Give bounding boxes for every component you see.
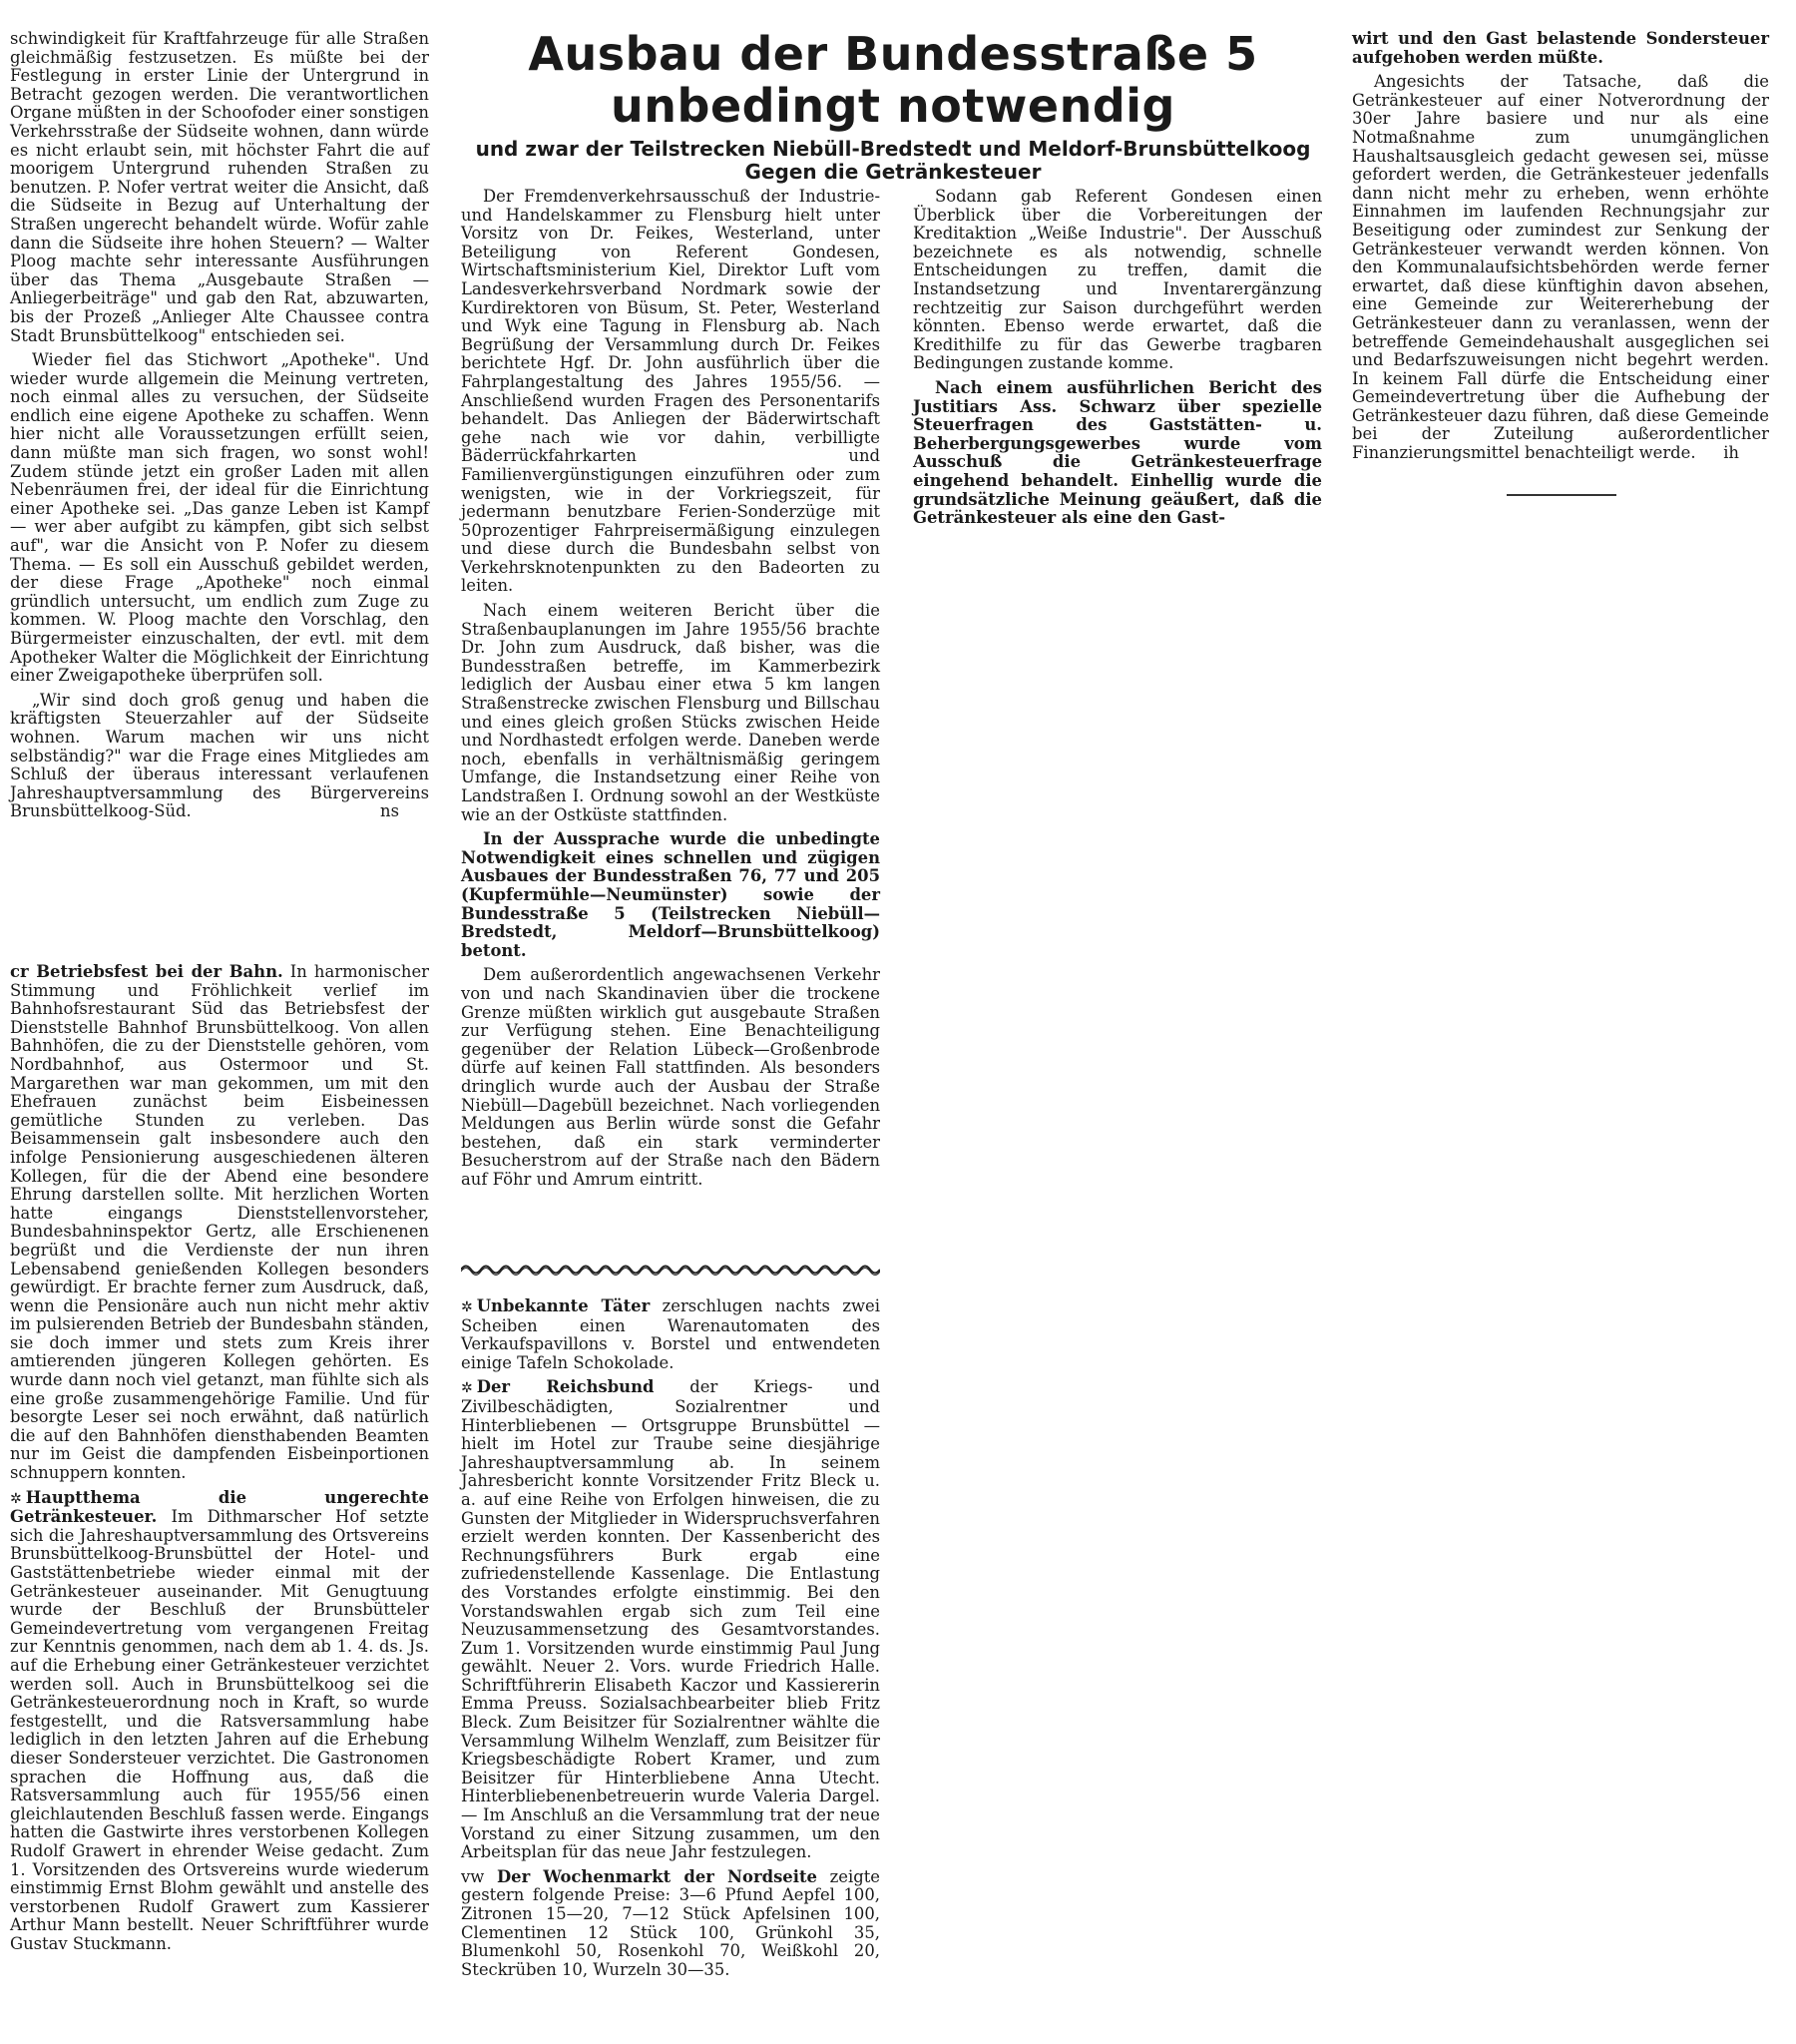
bahn-article-lead: cr Betriebsfest bei der Bahn. (10, 962, 283, 981)
reichsbund-article-text: der Kriegs- und Zivilbeschädigten, Sozialrentner und Hinterbliebenen — Ortsgruppe Brunsbüttel — hielt im Hotel zur Traube seine diesjährige Jahreshauptversammlung ab. In seinem Jahresbericht konnte Vorsitzender Fritz Bleck u. a. auf eine Reihe von Erfolgen hinweisen, die zu Gunsten der Mitglieder in Widerspruchsverfahren erzielt werden konnten. Der Kassenbericht des Rechnungsführers Burk ergab eine zufriedenstellende Kassenlage. Die Entlastung des Vorstandes erfolgte einstimmig. Bei den Vorstandswahlen ergab sich zum Teil eine Neuzusammensetzung des Gesamtvorstandes. Zum 1. Vorsitzenden wurde einstimmig Paul Jung gewählt. Neuer 2. Vors. wurde Friedrich Halle. Schriftführerin Elisabeth Kaczor und Kassiererin Emma Preuss. Sozialsachbearbeiter blieb Fritz Bleck. Zum Beisitzer für Sozialrentner wählte die Versammlung Wilhelm Wenzlaff, zum Beisitzer für Kriegsbeschädigte Robert Kramer, und zum Beisitzer für Hinterbliebene Anna Utecht. Hinterbliebenenbetreuerin wurde Valeria Dargel. — Im Anschluß an die Versammlung trat der neue Vorstand zu einer Sitzung zusammen, um den Arbeitsplan für das neue Jahr festzulegen. (461, 1377, 881, 1862)
star-icon: ✲ (10, 1490, 22, 1507)
taeter-article-lead: Unbekannte Täter (476, 1296, 651, 1315)
getraenkesteuer-article-text: Im Dithmarscher Hof setzte sich die Jahreshauptversammlung des Ortsvereins Brunsbüttelkoog-Brunsbüttel der Hotel- und Gaststättenbetriebe wieder einmal mit der Getränkesteuer auseinander. Mit Genugtuung wurde der Beschluß der Brunsbütteler Gemeindevertretung vom vergangenen Freitag zur Kenntnis genommen, nach dem ab 1. 4. ds. Js. auf die Erhebung einer Getränkesteuer verzichtet werden soll. Auch in Brunsbüttelkoog sei die Getränkesteuerordnung noch in Kraft, so wurde festgestellt, und die Ratsversammlung habe lediglich in den letzten Jahren auf die Erhebung dieser Sondersteuer verzichtet. Die Gastronomen sprachen die Hoffnung aus, daß die Ratsversammlung auch für 1955/56 einen gleichlautenden Beschluß fassen werde. Eingangs hatten die Gastwirte ihres verstorbenen Kollegen Rudolf Grawert in ehrender Weise gedacht. Zum 1. Vorsitzenden des Ortsvereins wurde wiederum einstimmig Ernst Blohm gewählt und anstelle des verstorbenen Rudolf Grawert zum Kassierer Arthur Mann bestellt. Neuer Schriftführer wurde Gustav Stuckmann. (10, 1507, 429, 1953)
column-1-top (10, 30, 429, 827)
col2-paragraph-1: Der Fremdenverkehrsausschuß der Industrie- und Handelskammer zu Flensburg hielt unter Vorsitz von Dr. Feikes, Westerland, unter Beteiligung von Referent Gondesen, Wirtschaftsministerium Kiel, Direktor Luft vom Landesverkehrsverband Nordmark sowie der Kurdirektoren von Büsum, St. Peter, Westerland und Wyk eine Tagung in Flensburg ab. Nach Begrüßung der Versammlung durch Dr. Feikes berichtete Hgf. Dr. John ausführlich über die Fahrplangestaltung des Jahres 1955/56. — Anschließend wurden Fragen des Personentarifs behandelt. Das Anliegen der Bäderwirtschaft gehe nach wie vor dahin, verbilligte Bäderrückfahrkarten und Familienvergünstigungen einzuführen oder zum wenigsten, wie in der Vorkriegszeit, für jedermann benutzbare Ferien-Sonderzüge mit 50prozentiger Fahrpreisermäßigung einzulegen und diese durch die Bundesbahn selbst von Verkehrsknotenpunkten zu den Badeorten zu leiten. (461, 187, 880, 596)
col1-paragraph-3 (10, 692, 429, 821)
taeter-article-text: zerschlugen nachts zwei Scheiben einen Warenautomaten des Verkaufspavillons v. Borstel und entwendeten einige Tafeln Schokolade. (461, 1296, 880, 1372)
bahn-article (10, 963, 429, 1483)
headline-title (464, 28, 1322, 132)
author-signature-ns: ns (380, 801, 399, 821)
col4-paragraph-1-bold: wirt und den Gast belastende Sondersteuer aufgehoben werden müßte. (1352, 29, 1769, 67)
column-4 (1352, 30, 1769, 469)
taeter-article (461, 1297, 880, 1372)
getraenkesteuer-article (10, 1489, 429, 1954)
headline-subtitle (464, 138, 1322, 184)
headline-title-line1: Ausbau der Bundesstraße 5 (528, 27, 1258, 81)
col2-paragraph-3-bold: In der Aussprache wurde die unbedingte Notwendigkeit eines schnellen und zügigen Ausbaues der Bundesstraßen 76, 77 und 205 (Kupfermühle—Neumünster) sowie der Bundesstraße 5 (Teilstrecken Niebüll—Bredstedt, Meldorf—Brunsbüttelkoog) betont. (461, 829, 880, 960)
article-headline (464, 28, 1322, 184)
col4-paragraph-2-text: Angesichts der Tatsache, daß die Getränkesteuer auf einer Notverordnung der 30er Jahre basiere und nur als eine Notmaßnahme zum unumgänglichen Haushaltsausgleich gedacht gewesen sei, müsse gefordert werden, die Getränkesteuer jedenfalls dann nicht mehr zu erheben, wenn erhöhte Einnahmen im laufenden Rechnungsjahr zur Beseitigung oder zumindest zur Senkung der Getränkesteuer verwandt werden können. Von den Kommunalaufsichtsbehörden werde ferner erwartet, daß diese künftighin davon absehen, eine Gemeinde zur Weitererhebung der Getränkesteuer dann zu veranlassen, wenn der betreffende Gemeindehaushalt ausgeglichen sei und Bedarfszuweisungen nicht begehrt werden. In keinem Fall dürfe die Entscheidung einer Gemeindevertretung über die Aufhebung der Getränkesteuer dazu führen, daß diese Gemeinde bei der Zuteilung außerordentlicher Finanzierungsmittel benachteiligt werde. (1352, 72, 1769, 463)
column-2-bottom (461, 1297, 880, 1985)
column-2-top (461, 188, 880, 1195)
reichsbund-article-lead: Der Reichsbund (476, 1377, 655, 1397)
headline-subtitle-line2: Gegen die Getränkesteuer (744, 160, 1042, 184)
wochenmarkt-article-text: zeigte gestern folgende Preise: 3—6 Pfund Aepfel 100, Zitronen 15—20, 7—12 Stück Apfelsinen 100, Clementinen 12 Stück 100, Grünkohl 35, Blumenkohl 50, Rosenkohl 70, Weißkohl 20, Steckrüben 10, Wurzeln 30—35. (461, 1866, 880, 1979)
headline-title-line2: unbedingt notwendig (611, 79, 1175, 133)
star-icon: ✲ (461, 1299, 473, 1315)
reichsbund-article (461, 1378, 880, 1861)
headline-subtitle-line1: und zwar der Teilstrecken Niebüll-Bredstedt und Meldorf-Brunsbüttelkoog (475, 137, 1311, 161)
getraenkesteuer-article-lead: Hauptthema die ungerechte Getränkesteuer. (10, 1487, 429, 1527)
column-4-end-rule (1507, 494, 1616, 496)
star-icon: ✲ (461, 1380, 473, 1397)
wochenmarkt-article (461, 1868, 880, 1980)
col3-paragraph-2-bold: Nach einem ausführlichen Bericht des Justitiars Ass. Schwarz über spezielle Steuerfragen des Gaststätten- u. Beherbergungsgewerbes wurde vom Ausschuß die Getränkesteuerfrage eingehend behandelt. Einhellig wurde die grundsätzliche Meinung geäußert, daß die Getränkesteuer als eine den Gast- (913, 377, 1322, 528)
col1-paragraph-3-text: „Wir sind doch groß genug und haben die kräftigsten Steuerzahler auf der Südseite wohnen. Warum machen wir uns nicht selbständig?" war die Frage eines Mitgliedes am Schluß der überaus interessant verlaufenen Jahreshauptversammlung des Bürgervereins Brunsbüttelkoog-Süd. (10, 690, 429, 821)
wave-divider (461, 1263, 880, 1277)
bahn-article-text: In harmonischer Stimmung und Fröhlichkeit verlief im Bahnhofsrestaurant Süd das Betriebsfest der Dienststelle Bahnhof Brunsbüttelkoog. Von allen Bahnhöfen, die zu der Dienststelle gehören, vom Nordbahnhof, aus Ostermoor und St. Margarethen war man gekommen, um mit den Ehefrauen zunächst beim Eisbeinessen gemütliche Stunden zu verleben. Das Beisammensein galt insbesondere auch den infolge Pensionierung ausgeschiedenen älteren Kollegen, für die der Abend eine besondere Ehrung darstellen sollte. Mit herzlichen Worten hatte eingangs Dienststellenvorsteher, Bundesbahninspektor Gertz, alle Erschienenen begrüßt und die Verdienste der nun ihren Lebensabend genießenden Kollegen besonders gewürdigt. Er brachte ferner zum Ausdruck, daß, wenn die Pensionäre auch nun nicht mehr aktiv im pulsierenden Betrieb der Bundesbahn ständen, sie doch immer und stets zum Kreis ihrer amtierenden jüngeren Kollegen gehörten. Es wurde dann noch viel getanzt, man fühlte sich als eine große zusammengehörige Familie. Und für besorgte Leser sei noch erwähnt, daß natürlich die auf den Bahnhöfen diensthabenden Beamten nur im Geist die dampfenden Eisbeinportionen schnuppern konnten. (10, 962, 429, 1483)
wochenmarkt-article-prefix: vw (461, 1866, 497, 1886)
col4-paragraph-2 (1352, 73, 1769, 462)
col2-paragraph-4: Dem außerordentlich angewachsenen Verkehr von und nach Skandinavien über die trockene Grenze müßten wirklich gut ausgebaute Straßen zur Verfügung stehen. Eine Benachteiligung gegenüber der Relation Lübeck—Großenbrode dürfe auf keinen Fall stattfinden. Als besonders dringlich wurde auch der Ausbau der Straße Niebüll—Dagebüll bezeichnet. Nach vorliegenden Meldungen aus Berlin würde sonst die Gefahr bestehen, daß ein stark verminderter Besucherstrom auf der Straße nach den Bädern auf Föhr und Amrum eintritt. (461, 965, 880, 1189)
author-signature-ih: ih (1723, 443, 1739, 463)
wochenmarkt-article-lead: Der Wochenmarkt der Nordseite (496, 1866, 817, 1886)
col3-paragraph-1: Sodann gab Referent Gondesen einen Überblick über die Vorbereitungen der Kreditaktion „Weiße Industrie". Der Ausschuß bezeichnete es als notwendig, schnelle Entscheidungen zu treffen, damit die Instandsetzung und Inventarergänzung rechtzeitig zur Saison durchgeführt werden könnten. Ebenso werde erwartet, daß die Kredithilfe zu für das Gewerbe tragbaren Bedingungen zustande komme. (913, 187, 1322, 373)
column-3 (913, 188, 1322, 534)
column-1-bottom (10, 963, 429, 1959)
col2-paragraph-2: Nach einem weiteren Bericht über die Straßenbauplanungen im Jahre 1955/56 brachte Dr. John zum Ausdruck, daß bisher, was die Bundesstraßen betreffe, im Kammerbezirk lediglich der Ausbau einer etwa 5 km langen Straßenstrecke zwischen Flensburg und Billschau und eines gleich großen Stücks zwischen Heide und Nordhastedt erfolgen werde. Daneben werde noch, ebenfalls in verhältnismäßig geringem Umfange, die Instandsetzung einer Reihe von Landstraßen I. Ordnung sowohl an der Westküste wie an der Ostküste stattfinden. (461, 601, 880, 824)
col1-paragraph-2: Wieder fiel das Stichwort „Apotheke". Und wieder wurde allgemein die Meinung vertreten, noch einmal alles zu versuchen, der Südseite endlich eine eigene Apotheke zu schaffen. Wenn hier nicht alle Voraussetzungen erfüllt seien, dann müßte man sich fragen, wo sonst wohl! Zudem stünde jetzt ein großer Laden mit allen Nebenräumen frei, der ideal für die Einrichtung einer Apotheke sei. „Das ganze Leben ist Kampf — wer aber aufgibt zu kämpfen, gibt sich selbst auf", war die Ansicht von P. Nofer zu diesem Thema. — Es soll ein Ausschuß gebildet werden, der diese Frage „Apotheke" noch einmal gründlich untersucht, um endlich zum Zuge zu kommen. W. Ploog machte den Vorschlag, den Bürgermeister einzuschalten, der evtl. mit dem Apotheker Walter die Möglichkeit der Einrichtung einer Zweigapotheke überprüfen soll. (10, 350, 429, 686)
col1-paragraph-1: schwindigkeit für Kraftfahrzeuge für alle Straßen gleichmäßig festzusetzen. Es müßte bei der Festlegung in erster Linie der Untergrund in Betracht gezogen werden. Die verantwortlichen Organe müßten in der Schoofoder einer sonstigen Verkehrsstraße der Südseite wohnen, dann würde es nicht erlaubt sein, mit höchster Fahrt die auf moorigem Untergrund ruhenden Straßen zu benutzen. P. Nofer vertrat weiter die Ansicht, daß die Südseite in Bezug auf Unterhaltung der Straßen ungerecht behandelt würde. Wofür zahle dann die Südseite ihre hohen Steuern? — Walter Ploog machte sehr interessante Ausführungen über das Thema „Ausgebaute Straßen — Anliegerbeiträge" und gab den Rat, abzuwarten, bis der Prozeß „Anlieger Alte Chaussee contra Stadt Brunsbüttelkoog" entschieden sei. (10, 29, 429, 345)
